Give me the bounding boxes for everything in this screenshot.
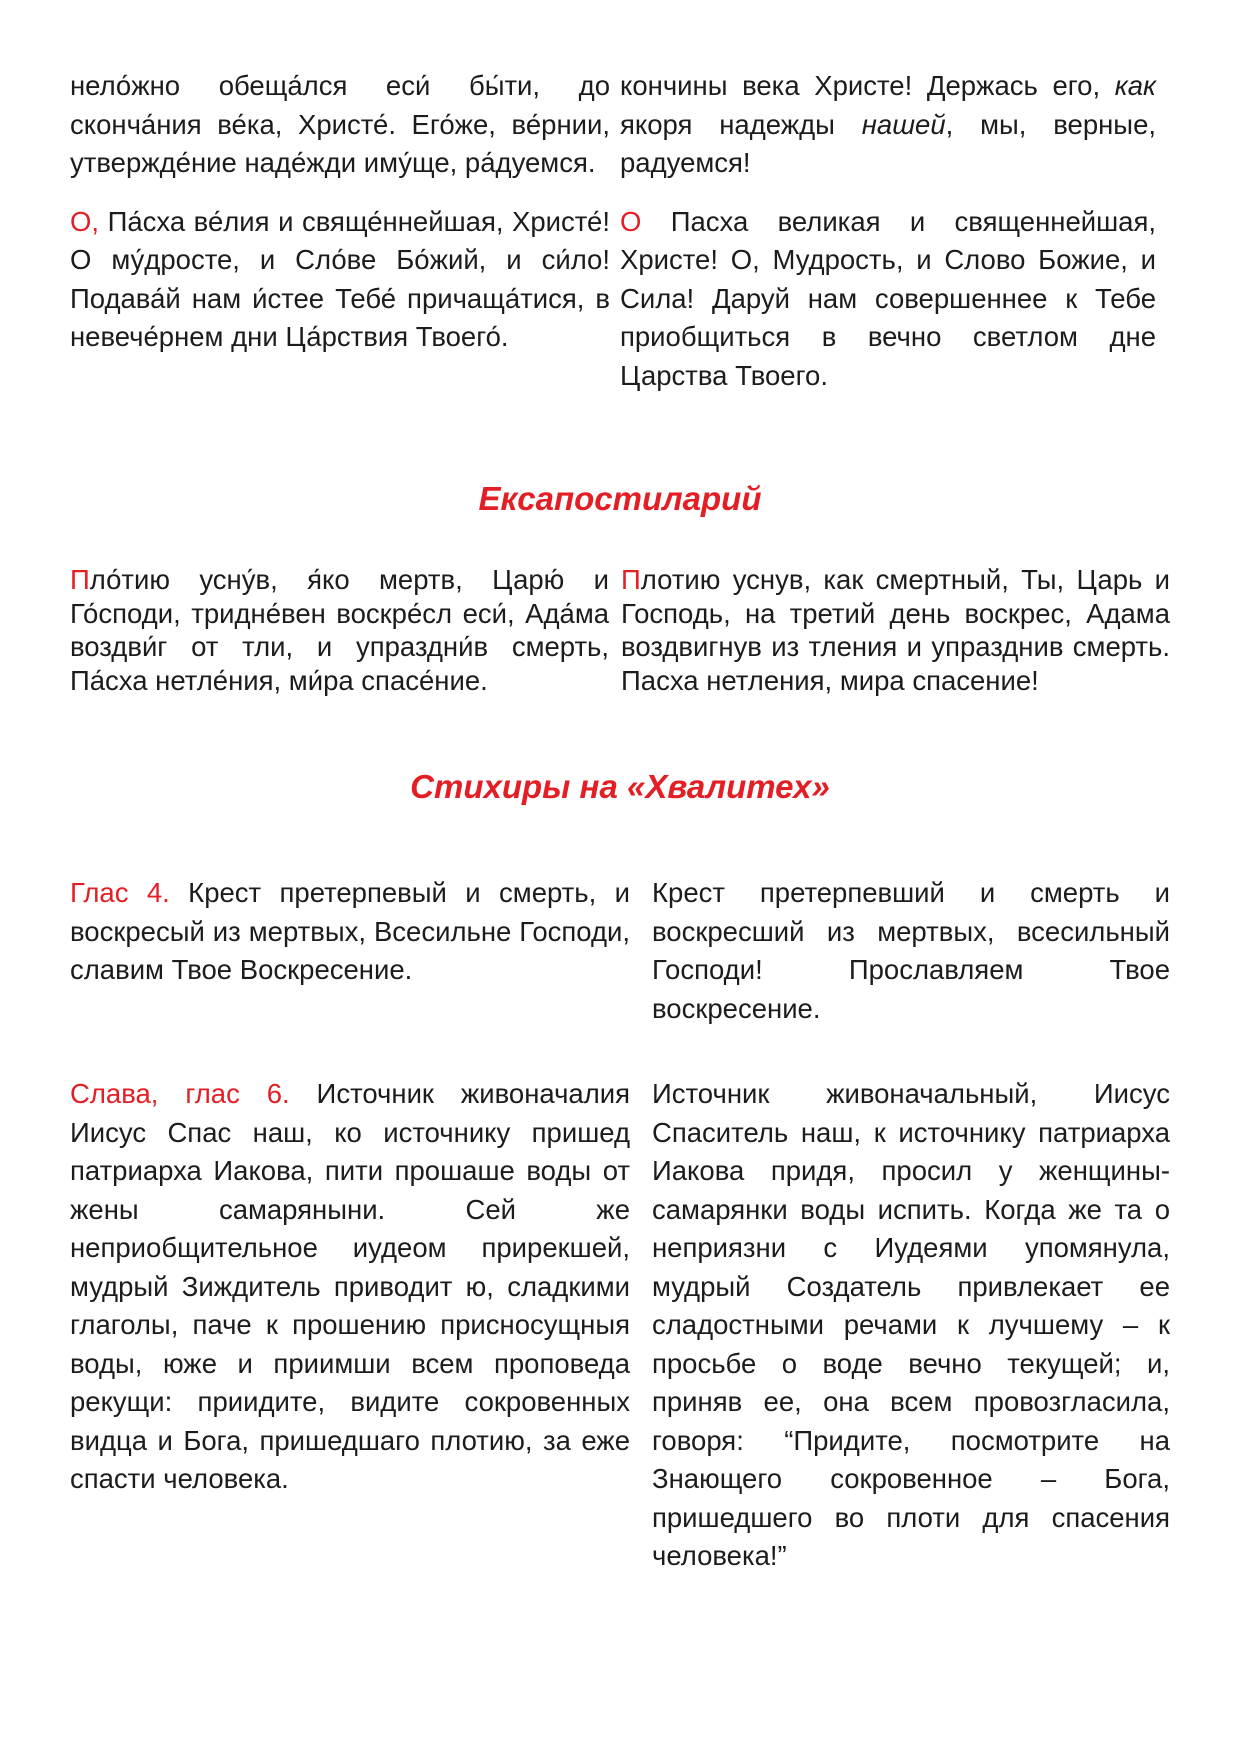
slavonic-paragraph: Глас 4. Крест претерпевый и смерть, и воскресый из мертвых, Всесильне Господи, славим Твое Воскресение. <box>70 877 631 985</box>
russian-column <box>652 874 1170 1028</box>
russian-column <box>621 563 1170 697</box>
russian-paragraph: О Пасха великая и священнейшая, Христе! О, Мудрость, и Слово Божие, и Сила! Даруй нам совершеннее к Тебе приобщиться в вечно светлом дне Царства Твоего. <box>620 205 1156 391</box>
church-slavonic-column <box>70 1075 630 1576</box>
slavonic-paragraph: Слава, глас 6. Источник живоначалия Иисус Спас наш, ко источнику пришед патриарха Иакова, пити прошаше воды от жены самаряныни. Сей же неприобщительное иудеом прирекшей, мудрый Зиждитель приводит ю, сладкими глаголы, паче к прошению присносущныя воды, юже и приимши всем проповеда рекущи: приидите, видите сокровенных видца и Бога, пришедшаго плотию, за еже спасти человека. <box>70 1078 630 1494</box>
slavonic-paragraph: Пло́тию усну́в, я́ко мертв, Царю́ и Го́споди, тридне́вен воскре́сл еси́, Ада́ма воздви́г от тли, и упраздни́в смерть, Па́сха нетле́ния, ми́ра спасе́ние. <box>70 564 610 696</box>
verse-block-2 <box>70 563 1170 697</box>
section-heading: Ексапостиларий <box>478 480 762 517</box>
tone-rubric: Глас 4. <box>70 877 170 908</box>
rubric-initial: П <box>621 564 641 595</box>
slavonic-paragraph: О, Па́сха ве́лия и свяще́ннейшая, Христе́! О му́дросте, и Сло́ве Бо́жий, и си́ло! Подава́й нам и́стее Тебе́ причаща́тися, в невече́рнем дни Ца́рствия Твоего́. <box>70 205 610 352</box>
rubric-initial: О <box>620 205 642 237</box>
russian-paragraph: Источник живоначальный, Иисус Спаситель наш, к источнику патриарха Иакова придя, просил у женщины-самарянки воды испить. Когда же та о неприязни с Иудеями упомянула, мудрый Создатель привлекает ее сладостными речами к лучшему – к просьбе о воде вечно текущей; и, приняв ее, она всем провозгласила, говоря: “Придите, посмотрите на Знающего сокровенное – Бога, пришедшего во плоти для спасения человека!” <box>652 1078 1170 1571</box>
section-heading: Стихиры на «Хвалитех» <box>410 768 830 805</box>
verse-block-3 <box>70 874 1170 1028</box>
church-slavonic-column <box>70 563 609 697</box>
verse-block-4 <box>70 1075 1170 1576</box>
russian-paragraph: Крест претерпевший и смерть и воскресший из мертвых, всесильный Господи! Прославляем Твое воскресение. <box>652 877 1170 1024</box>
russian-paragraph: Плотию уснув, как смертный, Ты, Царь и Господь, на третий день воскрес, Адама воздвигнув из тления и упразднив смерть. Пасха нетления, мира спасение! <box>621 564 1170 696</box>
russian-column <box>620 67 1156 395</box>
glory-rubric: Слава, глас 6. <box>70 1078 290 1109</box>
russian-paragraph: кончины века Христе! Держась его, как якоря надежды нашей, мы, верные, радуемся! <box>620 70 1157 178</box>
church-slavonic-column <box>70 67 610 395</box>
verse-block-1 <box>70 67 1170 395</box>
rubric-initial: О, <box>70 205 100 237</box>
slavonic-paragraph: нело́жно обеща́лся еси́ бы́ти, до сконча́ния ве́ка, Христе́. Его́же, ве́рнии, утвержде́ние наде́жди иму́ще, ра́дуемся. <box>70 70 610 178</box>
russian-column <box>652 1075 1170 1576</box>
church-slavonic-column <box>70 874 630 1028</box>
rubric-initial: П <box>70 564 90 595</box>
